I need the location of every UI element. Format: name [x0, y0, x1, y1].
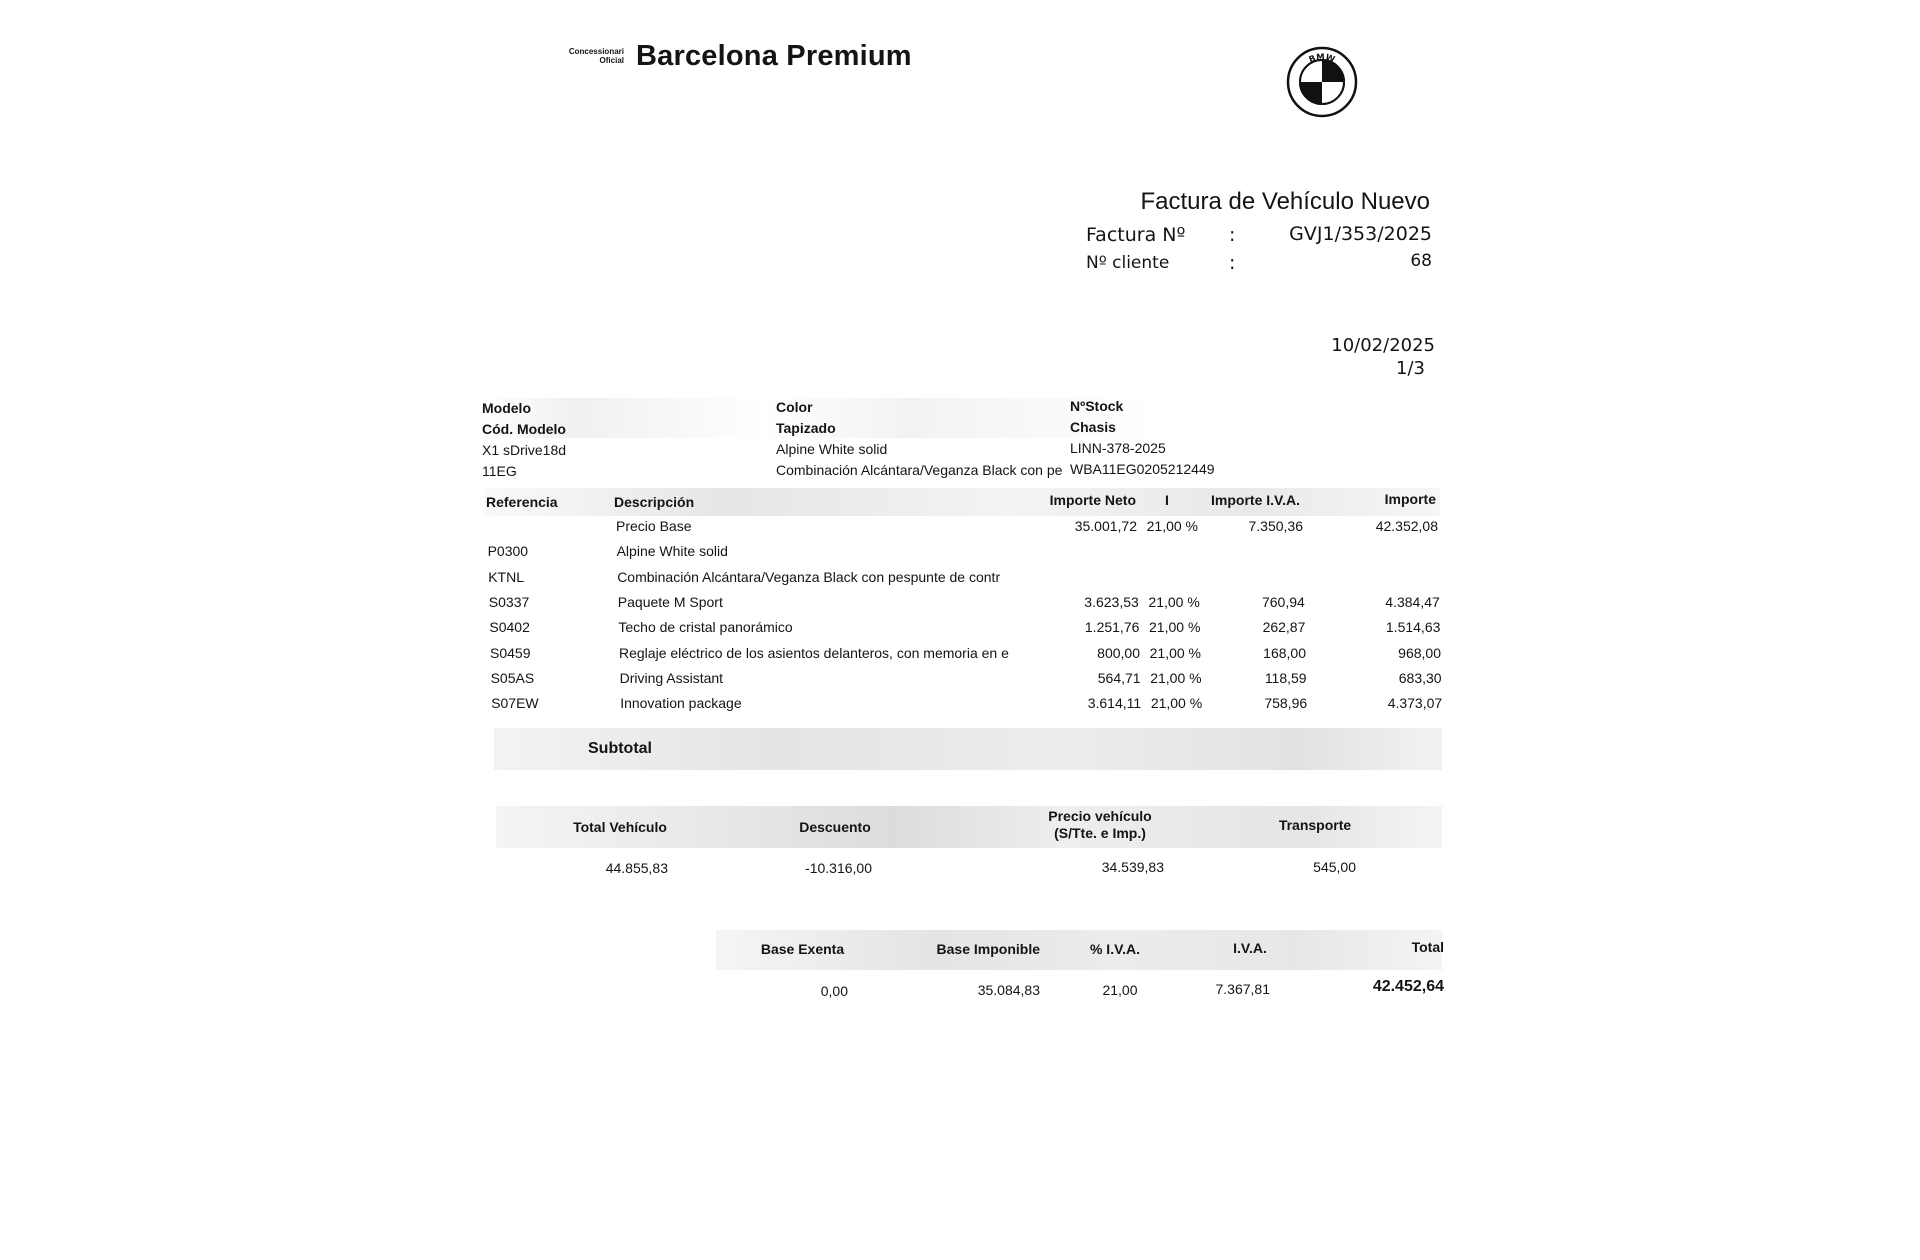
value-cod-modelo: 11EG [482, 463, 517, 479]
summary-precio: 34.539,83 [1101, 859, 1164, 875]
cell-pct: 21,00 % [1150, 670, 1202, 687]
invoice-number-label: Factura Nº [1086, 224, 1186, 246]
bmw-logo-text: BMW [1307, 52, 1337, 66]
value-modelo: X1 sDrive18d [482, 442, 567, 458]
label-tapizado: Tapizado [776, 420, 836, 436]
totals-header-iva: I.V.A. [1233, 940, 1267, 956]
cell-ref: S07EW [491, 695, 539, 712]
concession-line1: Concessionari [568, 47, 624, 56]
cell-importe: 683,30 [1398, 670, 1442, 687]
col-header-importe-neto: Importe Neto [1049, 492, 1136, 508]
cell-pct: 21,00 % [1148, 594, 1200, 611]
cell-importe: 4.384,47 [1385, 594, 1440, 611]
value-tapizado: Combinación Alcántara/Veganza Black con pe [776, 462, 1063, 478]
cell-ref: S0459 [490, 644, 531, 661]
cell-importe: 42.352,08 [1375, 518, 1438, 534]
summary-descuento: -10.316,00 [805, 860, 872, 876]
summary-header-transporte: Transporte [1278, 817, 1352, 833]
cell-neto: 35.001,72 [1074, 518, 1137, 534]
value-chasis: WBA11EG0205212449 [1070, 461, 1215, 477]
label-modelo: Modelo [482, 400, 531, 416]
col-header-importe: Importe [1384, 491, 1436, 507]
totals-header-base-imponible: Base Imponible [936, 941, 1040, 957]
cell-neto: 800,00 [1097, 644, 1140, 661]
totals-pct-iva: 21,00 [1102, 982, 1138, 998]
cell-iva: 262,87 [1262, 619, 1306, 636]
cell-neto: 564,71 [1097, 670, 1141, 687]
summary-header-precio [1040, 808, 1160, 842]
cell-importe: 4.373,07 [1387, 695, 1443, 712]
client-number-label: Nº cliente [1086, 253, 1170, 273]
label-color: Color [776, 399, 813, 415]
totals-base-exenta: 0,00 [820, 983, 848, 999]
col-header-separator: I [1165, 492, 1169, 508]
cell-pct: 21,00 % [1146, 518, 1198, 534]
cell-iva: 168,00 [1263, 644, 1306, 661]
concession-label [562, 47, 624, 65]
invoice-number-sep: : [1229, 224, 1236, 246]
summary-total-vehiculo: 44.855,83 [605, 860, 668, 876]
summary-transporte: 545,00 [1313, 859, 1356, 875]
label-cod-modelo: Cód. Modelo [482, 421, 566, 437]
cell-desc: Alpine White solid [616, 543, 728, 560]
cell-desc: Precio Base [616, 518, 692, 534]
totals-iva: 7.367,81 [1215, 981, 1270, 997]
cell-iva: 760,94 [1261, 594, 1305, 611]
col-header-importe-iva: Importe I.V.A. [1211, 492, 1300, 508]
summary-header-total-vehiculo: Total Vehículo [573, 819, 667, 835]
totals-header-pct-iva: % I.V.A. [1089, 941, 1141, 957]
bmw-roundel-icon [1286, 46, 1358, 118]
cell-pct: 21,00 % [1149, 644, 1201, 661]
cell-neto: 3.623,53 [1084, 594, 1139, 611]
label-chasis: Chasis [1070, 419, 1116, 435]
cell-importe: 968,00 [1398, 644, 1441, 661]
cell-ref: S05AS [490, 670, 535, 687]
cell-iva: 758,96 [1264, 695, 1308, 712]
cell-desc: Techo de cristal panorámico [618, 619, 793, 636]
summary-header-precio-line2: (S/Tte. e Imp.) [1054, 825, 1146, 841]
totals-base-imponible: 35.084,83 [977, 982, 1040, 998]
dealer-name: Barcelona Premium [636, 40, 912, 72]
cell-desc: Combinación Alcántara/Veganza Black con pespunte de contr [617, 568, 1001, 585]
totals-header-total: Total [1411, 939, 1444, 955]
cell-pct: 21,00 % [1150, 695, 1203, 712]
summary-header-descuento: Descuento [799, 819, 871, 835]
value-color: Alpine White solid [776, 441, 888, 457]
vehicle-header-shade [478, 398, 1438, 438]
document-title: Factura de Vehículo Nuevo [1140, 188, 1430, 215]
col-header-descripcion: Descripción [614, 494, 695, 510]
cell-importe: 1.514,63 [1385, 619, 1441, 636]
cell-iva: 7.350,36 [1248, 518, 1303, 534]
cell-desc: Innovation package [620, 695, 742, 712]
concession-line2: Oficial [599, 56, 624, 65]
summary-header-precio-line1: Precio vehículo [1048, 808, 1152, 824]
client-number: 68 [1410, 251, 1432, 271]
value-stock: LINN-378-2025 [1070, 440, 1166, 456]
client-number-sep: : [1229, 252, 1236, 274]
page-number: 1/3 [1396, 358, 1425, 379]
cell-neto: 3.614,11 [1087, 695, 1142, 712]
invoice-date: 10/02/2025 [1331, 335, 1435, 356]
totals-total: 42.452,64 [1372, 978, 1444, 995]
cell-desc: Reglaje eléctrico de los asientos delanteros, con memoria en e [619, 644, 1009, 661]
cell-desc: Paquete M Sport [617, 594, 723, 611]
invoice-number: GVJ1/353/2025 [1289, 223, 1432, 245]
col-header-referencia: Referencia [486, 494, 558, 510]
cell-ref: S0402 [489, 619, 530, 636]
cell-iva: 118,59 [1264, 670, 1307, 687]
cell-ref: S0337 [488, 594, 530, 611]
subtotal-label: Subtotal [588, 740, 652, 757]
cell-desc: Driving Assistant [619, 670, 724, 687]
cell-pct: 21,00 % [1149, 619, 1201, 636]
cell-neto: 1.251,76 [1084, 619, 1140, 636]
label-stock: NºStock [1070, 398, 1124, 414]
totals-header-base-exenta: Base Exenta [760, 941, 845, 957]
cell-ref: KTNL [488, 568, 524, 585]
cell-ref: P0300 [487, 543, 529, 560]
